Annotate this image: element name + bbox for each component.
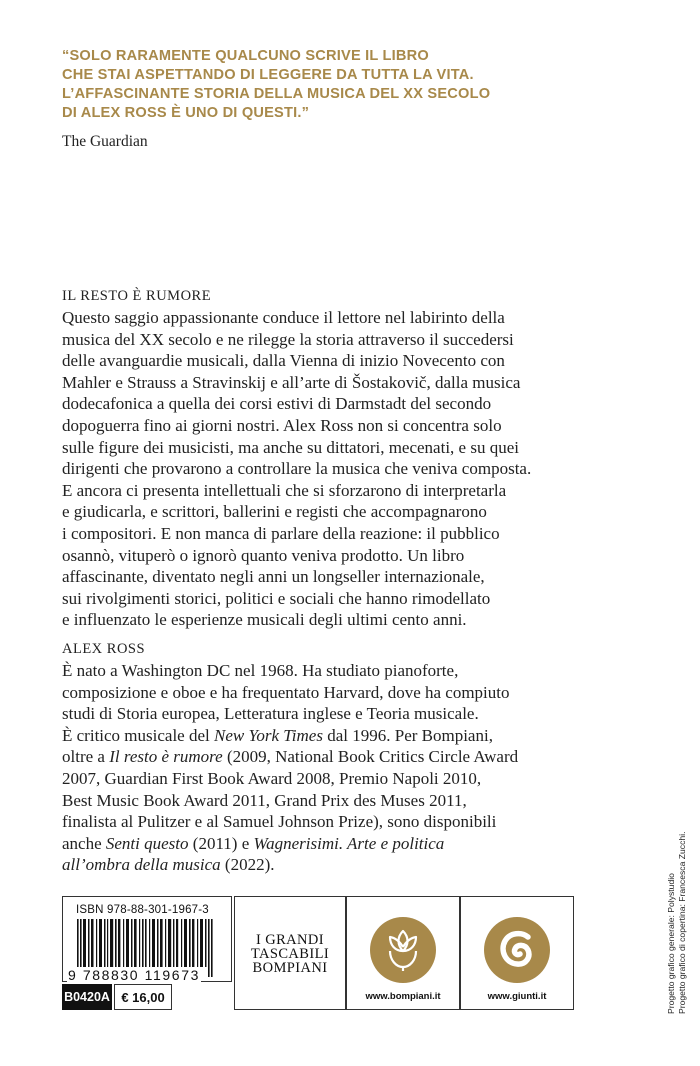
book-description — [62, 307, 622, 631]
bio-text: dal 1996. Per Bompiani, — [322, 725, 493, 745]
price: € 16,00 — [114, 984, 172, 1010]
series-box — [234, 896, 346, 1010]
barcode-digits: 9 788830 119673 — [68, 967, 200, 983]
description-line: E ancora ci presenta intellettuali che si sforzarono di interpretarla — [62, 480, 507, 500]
bio-line: studi di Storia europea, Letteratura inglese e Teoria musicale. — [62, 704, 479, 724]
credit-line: Progetto grafico di copertina: Francesca Zucchi. — [677, 831, 687, 1014]
description-line: e influenzato le esperienze musicali degli ultimi cento anni. — [62, 610, 467, 630]
quote-line: “SOLO RARAMENTE QUALCUNO SCRIVE IL LIBRO — [62, 48, 429, 64]
bompiani-link[interactable]: www.bompiani.it — [365, 991, 441, 1002]
bio-line — [62, 833, 622, 855]
quote-line: CHE STAI ASPETTANDO DI LEGGERE DA TUTTA LA VITA. — [62, 67, 474, 83]
series-line: TASCABILI — [250, 946, 330, 962]
bio-line — [62, 854, 622, 876]
bio-title-italic: New York Times — [214, 725, 323, 745]
isbn-label: ISBN 978-88-301-1967-3 — [76, 904, 209, 916]
author-name: ALEX ROSS — [62, 641, 146, 657]
bio-title-italic: Wagnerisimi. Arte e politica — [253, 833, 445, 853]
bio-title-italic: Il resto è rumore — [109, 747, 223, 767]
bio-text: (2022). — [220, 855, 275, 875]
description-line: dopoguerra fino ai giorni nostri. Alex Ross non si concentra solo — [62, 415, 502, 435]
bio-line — [62, 725, 622, 747]
bompiani-logo-icon — [370, 917, 436, 983]
series-line: BOMPIANI — [252, 960, 328, 976]
giunti-box — [460, 896, 574, 1010]
bio-line: Best Music Book Award 2011, Grand Prix des Muses 2011, — [62, 790, 467, 810]
bio-text: anche — [62, 833, 106, 853]
description-line: delle avanguardie musicali, dalla Vienna di inizio Novecento con — [62, 351, 505, 371]
bio-title-italic: Senti questo — [105, 833, 189, 853]
description-line: Questo saggio appassionante conduce il lettore nel labirinto della — [62, 308, 505, 327]
credit-line: Progetto grafico generale: Polystudio — [666, 873, 676, 1014]
quote-source: The Guardian — [62, 133, 148, 150]
cover-footer — [62, 896, 574, 1014]
description-line: osannò, vituperò o ignorò quanto veniva prodotto. Un libro — [62, 545, 465, 565]
bio-text: (2009, National Book Critics Circle Award — [222, 747, 519, 767]
description-line: musica del XX secolo e ne rilegge la storia attraverso il succedersi — [62, 329, 514, 349]
bio-line: finalista al Pulitzer e al Samuel Johnson Prize), sono disponibili — [62, 812, 497, 832]
barcode-box — [62, 896, 232, 982]
description-line: i compositori. E non manca di parlare della reazione: il pubblico — [62, 523, 500, 543]
giunti-link[interactable]: www.giunti.it — [487, 991, 547, 1002]
bio-line: È nato a Washington DC nel 1968. Ha studiato pianoforte, — [62, 661, 459, 680]
bio-text: oltre a — [62, 747, 110, 767]
giunti-logo-icon — [484, 917, 550, 983]
tulip-icon — [370, 917, 436, 983]
design-credits — [666, 832, 688, 1014]
description-line: dodecafonica a quella dei corsi estivi di Darmstadt del secondo — [62, 394, 492, 414]
product-code: B0420A — [62, 984, 112, 1010]
bio-title-italic: all’ombra della musica — [62, 855, 221, 875]
bio-line — [62, 746, 622, 768]
book-title: IL RESTO È RUMORE — [62, 288, 212, 304]
description-line: dirigenti che provarono a controllare la musica che veniva composta. — [62, 459, 532, 479]
series-line: I GRANDI — [255, 932, 325, 948]
quote-line: DI ALEX ROSS È UNO DI QUESTI.” — [62, 105, 310, 121]
description-line: affascinante, diventato negli anni un longseller internazionale, — [62, 567, 485, 587]
description-line: e giudicarla, e scrittori, ballerini e registi che accompagnarono — [62, 502, 487, 522]
bompiani-box — [346, 896, 460, 1010]
swirl-icon — [484, 917, 550, 983]
bio-line: composizione e oboe e ha frequentato Harvard, dove ha compiuto — [62, 682, 510, 702]
blurb-quote — [62, 47, 602, 123]
description-line: Mahler e Strauss a Stravinskij e all’arte di Šostakovič, dalla musica — [62, 372, 521, 392]
author-bio — [62, 660, 622, 876]
quote-line: L’AFFASCINANTE STORIA DELLA MUSICA DEL XX SECOLO — [62, 86, 491, 102]
bio-line: 2007, Guardian First Book Award 2008, Premio Napoli 2010, — [62, 768, 482, 788]
bio-text: (2011) e — [188, 833, 254, 853]
bio-text: È critico musicale del — [62, 725, 214, 745]
description-line: sui rivolgimenti storici, politici e sociali che hanno rimodellato — [62, 588, 491, 608]
description-line: sulle figure dei musicisti, ma anche su dittatori, mecenati, e su quei — [62, 437, 519, 457]
